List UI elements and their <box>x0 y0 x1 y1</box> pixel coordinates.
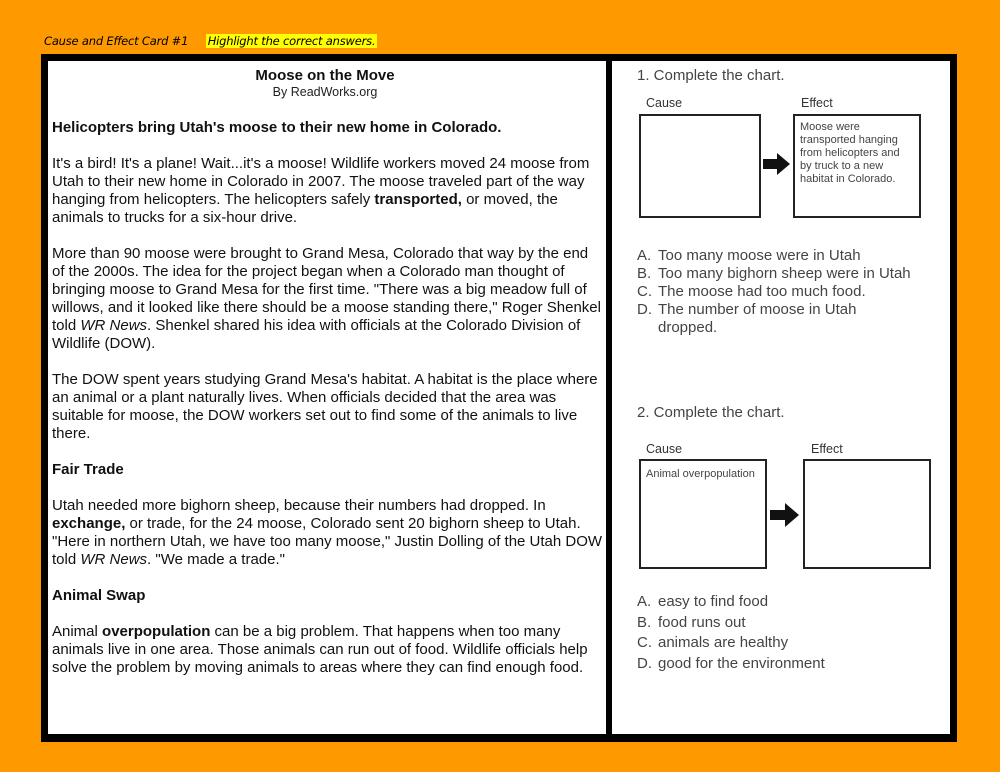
article-panel <box>48 61 606 734</box>
q2-prompt: 2. Complete the chart. <box>637 404 785 421</box>
q1-option-b[interactable]: B. Too many bighorn sheep were in Utah <box>637 265 911 282</box>
q1-prompt: 1. Complete the chart. <box>637 67 785 84</box>
paragraph-1: It's a bird! It's a plane! Wait...it's a moose! Wildlife workers moved 24 moose from Utah to their new home in Colorado in 2007. The moose traveled part of the way hanging from helicopters. The helicopters safely transported, or moved, the animals to trucks for a six-hour drive. <box>52 155 590 226</box>
q2-option-c[interactable]: C. animals are healthy <box>637 634 789 651</box>
article-title: Moose on the Move <box>255 67 395 84</box>
instruction-highlight: Highlight the correct answers. <box>207 34 376 48</box>
q2-option-a[interactable]: A. easy to find food <box>637 593 769 610</box>
card-header <box>44 34 377 48</box>
paragraph-3: The DOW spent years studying Grand Mesa's habitat. A habitat is the place where an animal or a plant naturally lives. When officials decided that the area was suitable for moose, the DOW workers set out to find some of the animals to live there. <box>52 371 598 442</box>
q2-effect-box[interactable] <box>803 459 931 569</box>
heading-animal-swap: Animal Swap <box>52 587 146 604</box>
q1-option-c[interactable]: C. The moose had too much food. <box>637 283 866 300</box>
q2-options <box>637 592 825 674</box>
card-frame <box>41 54 957 742</box>
q1-option-d[interactable]: D. The number of moose in Utah dropped. <box>637 301 857 336</box>
q2-arrow-icon <box>770 503 800 527</box>
article-subtitle: Helicopters bring Utah's moose to their new home in Colorado. <box>52 119 502 136</box>
q1-effect-box: Moose were transported hanging from helicopters and by truck to a new habitat in Colorado. <box>793 114 921 218</box>
q1-options <box>637 247 911 337</box>
questions-panel <box>612 61 950 734</box>
article-byline: By ReadWorks.org <box>272 85 378 99</box>
q1-arrow-icon <box>763 153 791 175</box>
card-title: Cause and Effect Card #1 <box>44 34 189 48</box>
paragraph-2: More than 90 moose were brought to Grand Mesa, Colorado that way by the end of the 2000s. The idea for the project began when a Colorado man thought of bringing moose to Grand Mesa for the first time. "There was a big meadow full of willows, and it looked like there should be a moose standing there," Roger Shenkel told WR News. Shenkel shared his idea with officials at the Colorado Division of Wildlife (DOW). <box>52 245 601 352</box>
q2-effect-label: Effect <box>811 442 843 456</box>
q2-option-b[interactable]: B. food runs out <box>637 613 746 631</box>
paragraph-5: Animal overpopulation can be a big problem. That happens when too many animals live in one area. Those animals can run out of food. Wildlife officials help solve the problem by moving animals to areas where they can find enough food. <box>52 623 588 676</box>
q2-cause-label: Cause <box>646 442 683 456</box>
q2-cause-box: Animal overpopulation <box>639 459 767 569</box>
heading-fair-trade: Fair Trade <box>52 461 124 478</box>
paragraph-4: Utah needed more bighorn sheep, because their numbers had dropped. In exchange, or trade, for the 24 moose, Colorado sent 20 bighorn sheep to Utah. "Here in northern Utah, we have too many moose," Justin Dolling of the Utah DOW told WR News. "We made a trade." <box>52 497 603 568</box>
q1-effect-label: Effect <box>801 96 833 110</box>
q2-option-d[interactable]: D. good for the environment <box>637 654 825 672</box>
q1-option-a[interactable]: A. Too many moose were in Utah <box>637 247 861 264</box>
q1-cause-box[interactable] <box>639 114 761 218</box>
q1-cause-label: Cause <box>646 96 683 110</box>
